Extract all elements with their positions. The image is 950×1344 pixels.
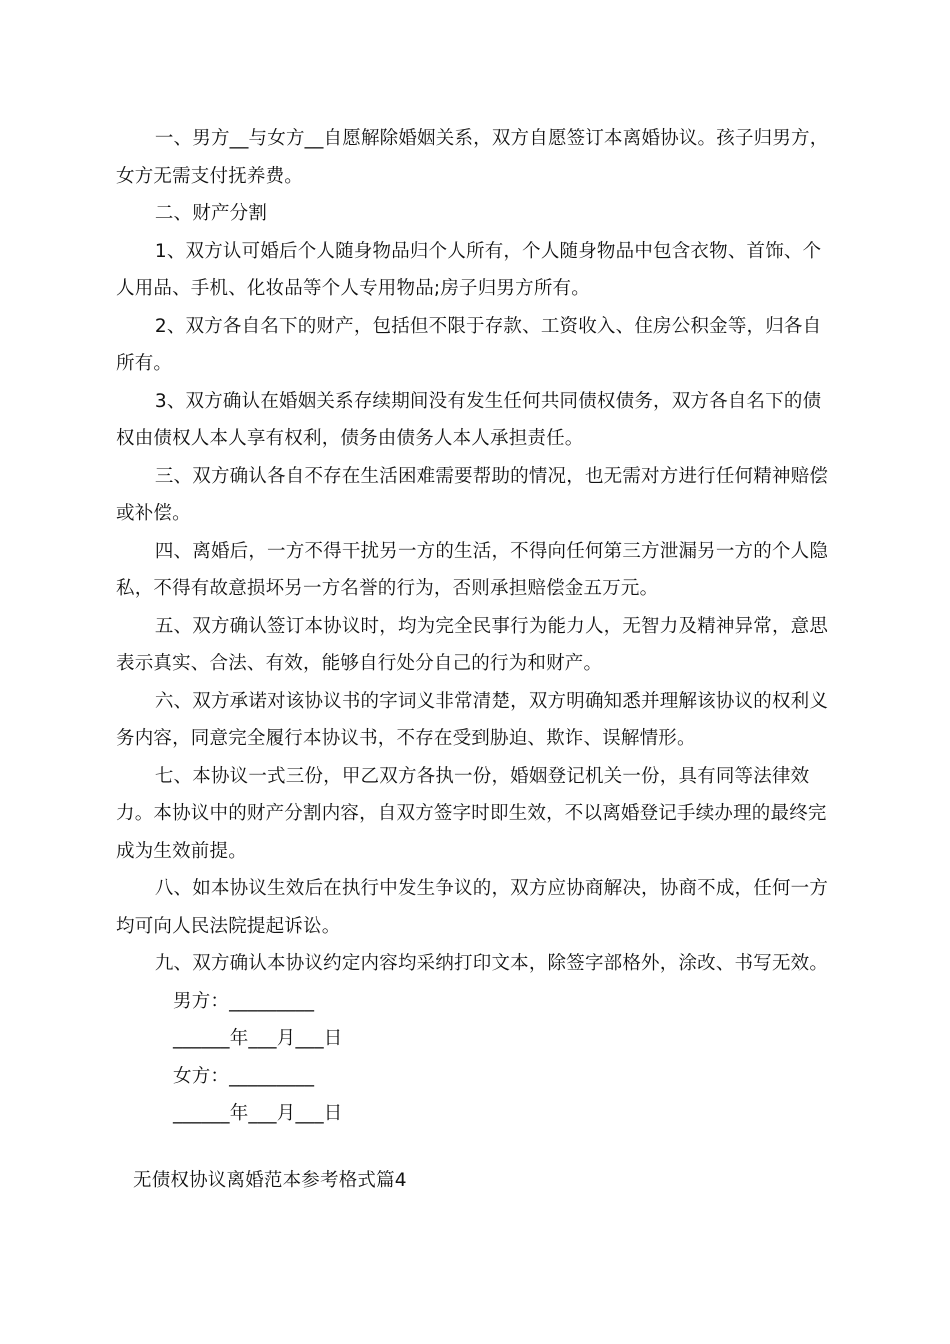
next-section-heading: 无债权协议离婚范本参考格式篇4 <box>133 1170 407 1191</box>
female-date-line: ______年___月___日 <box>173 1103 343 1124</box>
agreement-body <box>116 120 836 1133</box>
clause-8-paragraph: 八、如本协议生效后在执行中发生争议的，双方应协商解决，协商不成，任何一方均可向人民法院提起诉讼。 <box>116 878 829 937</box>
clause-7-paragraph: 七、本协议一式三份，甲乙双方各执一份，婚姻登记机关一份，具有同等法律效力。本协议中的财产分割内容，自双方签字时即生效，不以离婚登记手续办理的最终完成为生效前提。 <box>116 765 827 862</box>
property-item-3-paragraph: 3、双方确认在婚姻关系存续期间没有发生任何共同债权债务，双方各自名下的债权由债权人本人享有权利，债务由债务人本人承担责任。 <box>116 390 822 449</box>
clause-4-paragraph: 四、离婚后，一方不得干扰另一方的生活，不得向任何第三方泄漏另一方的个人隐私，不得有故意损坏另一方名誉的行为，否则承担赔偿金五万元。 <box>116 540 829 599</box>
clause-3-paragraph: 三、双方确认各自不存在生活困难需要帮助的情况，也无需对方进行任何精神赔偿或补偿。 <box>116 465 829 524</box>
clause-5-paragraph: 五、双方确认签订本协议时，均为完全民事行为能力人，无智力及精神异常，意思表示真实、合法、有效，能够自行处分自己的行为和财产。 <box>116 615 829 674</box>
clause-6-paragraph: 六、双方承诺对该协议书的字词义非常清楚，双方明确知悉并理解该协议的权利义务内容，同意完全履行本协议书，不存在受到胁迫、欺诈、误解情形。 <box>116 690 829 749</box>
female-signature-line: 女方：_________ <box>173 1065 315 1087</box>
male-signature-line: 男方：_________ <box>173 990 315 1012</box>
male-date-line: ______年___月___日 <box>173 1028 343 1049</box>
property-division-heading: 二、财产分割 <box>154 203 268 224</box>
clause-1-paragraph: 一、男方__与女方__自愿解除婚姻关系，双方自愿签订本离婚协议。孩子归男方，女方无需支付抚养费。 <box>116 128 829 187</box>
property-item-1-paragraph: 1、双方认可婚后个人随身物品归个人所有，个人随身物品中包含衣物、首饰、个人用品、手机、化妆品等个人专用物品;房子归男方所有。 <box>116 240 822 299</box>
clause-9-paragraph: 九、双方确认本协议约定内容均采纳打印文本，除签字部格外，涂改、书写无效。 <box>154 953 829 974</box>
property-item-2-paragraph: 2、双方各自名下的财产，包括但不限于存款、工资收入、住房公积金等，归各自所有。 <box>116 315 822 374</box>
